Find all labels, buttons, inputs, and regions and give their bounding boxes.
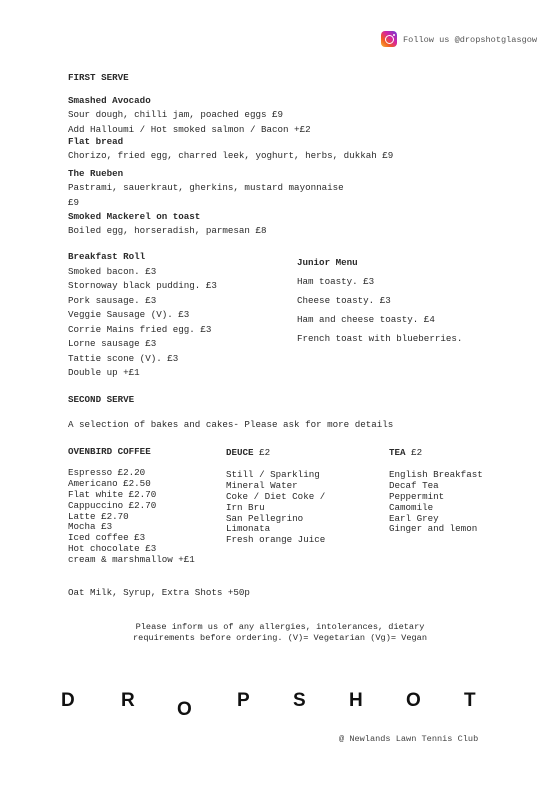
logo-letter: D [61,690,75,711]
list-item: Cheese toasty. £3 [297,295,391,306]
list-item: Earl Grey [389,512,439,524]
second-serve-heading: SECOND SERVE [68,394,135,405]
item-description: £9 [68,196,80,208]
second-serve-description: A selection of bakes and cakes- Please ask for more details [68,419,394,430]
list-item: Mocha £3 [68,521,113,533]
item-name: Smashed Avocado [68,95,151,106]
junior-menu-section [297,253,462,348]
item-description: Sour dough, chilli jam, poached eggs £9 [68,109,284,121]
breakfast-roll-heading: Breakfast Roll [68,251,146,262]
item-name: The Rueben [68,168,124,179]
coffee-section [68,447,195,566]
list-item: cream & marshmallow +£1 [68,554,195,566]
list-item: Double up +£1 [68,367,140,378]
list-item: Ham toasty. £3 [297,276,375,287]
list-item: Pork sausage. £3 [68,294,157,306]
notice-line: Please inform us of any allergies, intolerances, dietary [135,622,425,632]
item-name: Smoked Mackerel on toast [68,211,201,222]
logo-letter: R [121,690,135,711]
list-item: English Breakfast [389,468,483,480]
list-item: Cappuccino £2.70 [68,499,157,511]
tea-heading: TEA [389,447,406,458]
menu-item-flat-bread [68,135,393,164]
list-item: Lorne sausage £3 [68,338,157,349]
list-item: Limonata [226,523,271,535]
logo-letter: H [349,690,363,711]
list-item: San Pellegrino [226,512,304,524]
social-handle[interactable]: Follow us @dropshotglasgow [403,35,538,45]
logo-letter: O [177,699,192,720]
list-item: Peppermint [389,490,445,502]
list-item: Iced coffee £3 [68,532,146,544]
list-item: Americano £2.50 [68,477,151,489]
list-item: Camomile [389,501,434,513]
logo-letter: T [464,690,476,711]
list-item: Espresso £2.20 [68,466,146,478]
junior-menu-heading: Junior Menu [297,257,358,268]
list-item: Stornoway black pudding. £3 [68,280,217,291]
extras-note: Oat Milk, Syrup, Extra Shots +50p [68,587,250,598]
first-serve-heading: FIRST SERVE [68,72,129,83]
item-description: Boiled egg, horseradish, parmesan £8 [68,225,267,237]
menu-item-the-rueben [68,167,344,210]
list-item: French toast with blueberries. [297,333,463,344]
list-item: Mineral Water [226,479,298,491]
logo-letter: P [237,690,250,711]
instagram-icon[interactable] [381,31,397,47]
venue-footer: @ Newlands Lawn Tennis Club [339,734,479,744]
item-description: Pastrami, sauerkraut, gherkins, mustard mayonnaise [68,182,344,194]
list-item: Latte £2.70 [68,510,129,522]
deuce-heading: DEUCE [226,447,254,458]
item-name: Flat bread [68,136,124,147]
list-item: Coke / Diet Coke / [226,490,326,502]
list-item: Irn Bru [226,501,265,513]
deuce-section [226,448,325,546]
logo-letter: O [406,690,421,711]
list-item: Hot chocolate £3 [68,543,157,555]
allergy-notice [80,622,480,644]
list-item: Ham and cheese toasty. £4 [297,314,435,325]
list-item: Veggie Sausage (V). £3 [68,309,190,320]
list-item: Decaf Tea [389,479,439,491]
menu-item-smashed-avocado [68,94,311,137]
breakfast-roll-section [68,250,217,381]
item-description: Chorizo, fried egg, charred leek, yoghurt, herbs, dukkah £9 [68,150,394,162]
notice-line: requirements before ordering. (V)= Vegetarian (Vg)= Vegan [133,633,427,643]
item-description: Add Halloumi / Hot smoked salmon / Bacon +£2 [68,123,311,135]
coffee-heading: OVENBIRD COFFEE [68,446,151,457]
menu-item-smoked-mackerel [68,210,266,239]
list-item: Smoked bacon. £3 [68,265,157,277]
tea-section [389,448,483,535]
list-item: Fresh orange Juice [226,534,326,546]
deuce-price: £2 [259,447,271,458]
list-item: Tattie scone (V). £3 [68,352,179,364]
list-item: Flat white £2.70 [68,488,157,500]
list-item: Corrie Mains fried egg. £3 [68,323,212,335]
tea-price: £2 [411,447,423,458]
list-item: Ginger and lemon [389,523,478,535]
list-item: Still / Sparkling [226,468,320,480]
logo-letter: S [293,690,306,711]
